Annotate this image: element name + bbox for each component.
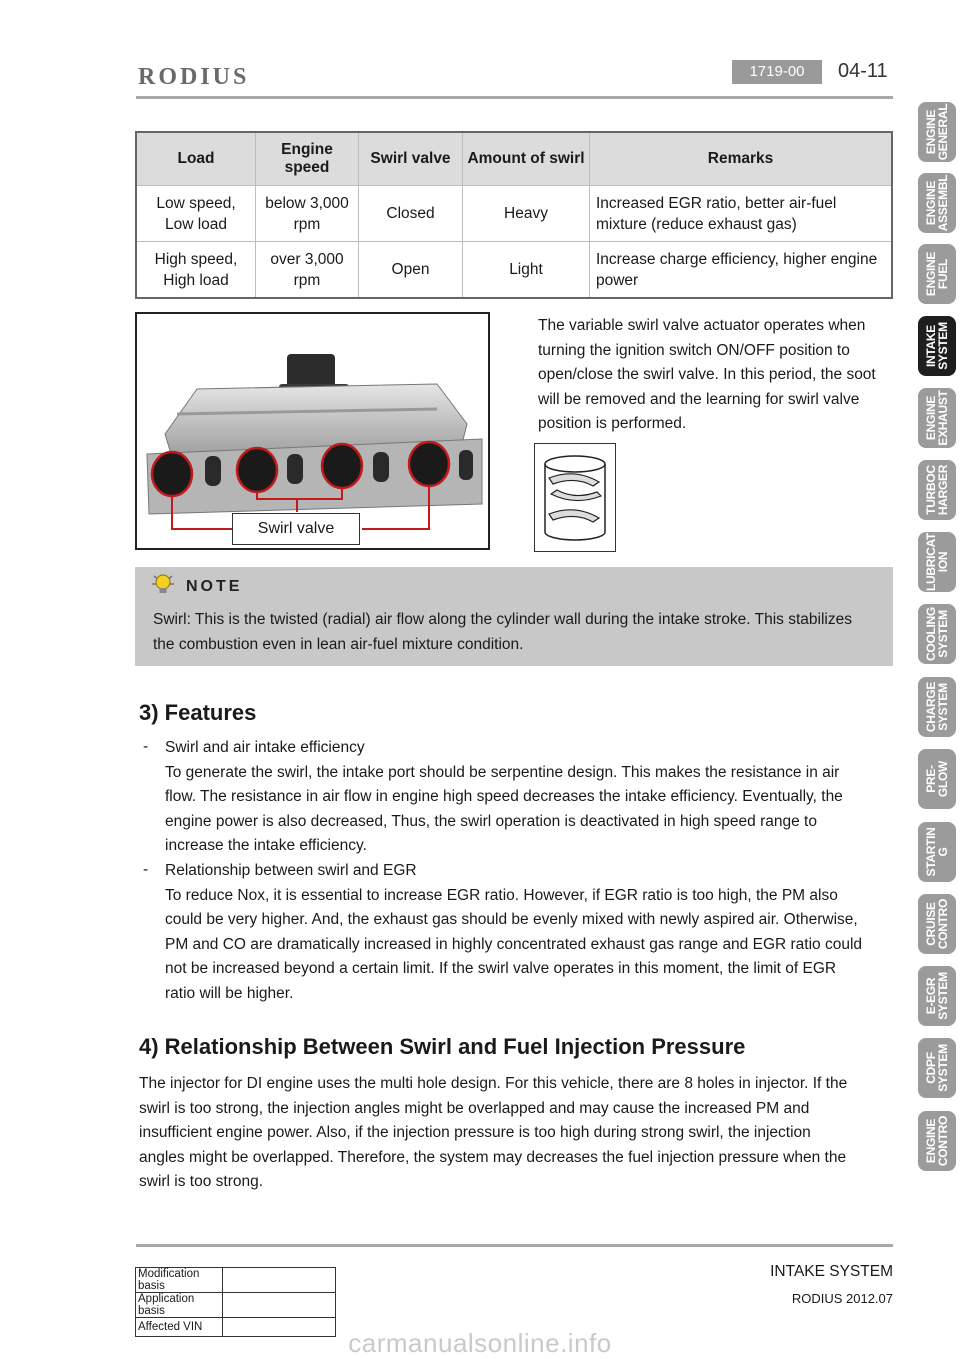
tab-turbocharger[interactable] [918, 460, 956, 520]
table-cell: Increase charge efficiency, higher engine power [590, 242, 893, 299]
table-cell [223, 1293, 336, 1318]
tab-engine-exhaust[interactable] [918, 388, 956, 448]
modification-table [135, 1267, 336, 1337]
tab-intake-system[interactable] [918, 316, 956, 376]
tab-engine-control[interactable] [918, 1111, 956, 1171]
table-cell: over 3,000 rpm [256, 242, 359, 299]
table-cell: Light [463, 242, 590, 299]
table-cell: Increased EGR ratio, better air-fuel mixture (reduce exhaust gas) [590, 186, 893, 242]
tab-label: STARTIN G [924, 827, 950, 877]
table-cell: Open [359, 242, 463, 299]
list-item [165, 736, 865, 859]
tab-cdpf-system[interactable] [918, 1038, 956, 1098]
brand-logo: RODIUS [138, 64, 250, 90]
header-divider [136, 96, 893, 99]
footer-divider [136, 1244, 893, 1247]
tab-label: CRUISE CONTRO [924, 898, 950, 950]
tab-engine-fuel[interactable] [918, 244, 956, 304]
tab-label: ENGINE EXHAUST [924, 390, 950, 446]
swirl-cylinder-diagram [534, 443, 616, 552]
note-title: NOTE [186, 578, 243, 595]
table-cell: Affected VIN [136, 1318, 223, 1337]
footer-model: RODIUS 2012.07 [791, 1291, 893, 1306]
lightbulb-icon [150, 572, 176, 598]
tab-label: ENGINE CONTRO [924, 1115, 950, 1167]
table-row [136, 1268, 336, 1293]
swirl-flow-icon [535, 444, 615, 551]
list-item-title: Swirl and air intake efficiency [165, 739, 365, 756]
table-cell: Application basis [136, 1293, 223, 1318]
watermark: carmanualsonline.info [348, 1328, 612, 1358]
table-cell: Closed [359, 186, 463, 242]
injection-pressure-paragraph: The injector for DI engine uses the multi hole design. For this vehicle, there are 8 holes in injector. If the swirl is too strong, the injection angles might be overlapped and may cause the increased PM and insufficient engine power. Also, if the injection pressure is too high during strong swirl, the injection angles might be overlapped. Therefore, the system may decreases the fuel injection pressure when the swirl is too strong. [139, 1075, 848, 1190]
table-cell: below 3,000 rpm [256, 186, 359, 242]
tab-label: E-EGR SYSTEM [924, 972, 950, 1020]
list-item-text: To generate the swirl, the intake port should be serpentine design. This makes the resistance in air flow. The resistance in air flow in engine high speed decreases the intake efficiency. Eventually, the engine power is also decreased, Thus, the swirl operation is deactivated in high speed range to increase the intake efficiency. [165, 763, 843, 854]
tab-label: ENGINE ASSEMBL [924, 174, 950, 232]
tab-label: ENGINE FUEL [924, 251, 950, 297]
note-text: Swirl: This is the twisted (radial) air flow along the cylinder wall during the intake stroke. This stabilizes the combustion even in lean air-fuel mixture condition. [153, 611, 852, 653]
tab-pre-glow[interactable] [918, 749, 956, 809]
footer-section-title: INTAKE SYSTEM [770, 1263, 893, 1280]
list-item-title: Relationship between swirl and EGR [165, 862, 417, 879]
table-header-row [136, 132, 892, 186]
table-cell: Heavy [463, 186, 590, 242]
swirl-actuator-description: The variable swirl valve actuator operates when turning the ignition switch ON/OFF position to open/close the swirl valve. In this period, the soot will be removed and the learning for swirl valve position is performed. [538, 317, 876, 432]
tab-cruise-control[interactable] [918, 894, 956, 954]
list-bullet: - [143, 861, 149, 878]
tab-label: CDPF SYSTEM [924, 1044, 950, 1092]
tab-label: INTAKE SYSTEM [924, 322, 950, 370]
swirl-valve-label: Swirl valve [232, 513, 360, 545]
page-number: 04-11 [838, 60, 888, 82]
tab-e-egr-system[interactable] [918, 966, 956, 1026]
swirl-operation-table [135, 131, 893, 299]
column-header: Remarks [590, 132, 893, 186]
table-cell: High speed, High load [136, 242, 256, 299]
tab-label: ENGINE GENERAL [924, 103, 950, 161]
column-header: Amount of swirl [463, 132, 590, 186]
table-row [136, 1293, 336, 1318]
tab-label: TURBOC HARGER [924, 464, 950, 516]
tab-engine-assembly[interactable] [918, 173, 956, 233]
table-cell [223, 1268, 336, 1293]
table-cell: Modification basis [136, 1268, 223, 1293]
column-header: Engine speed [256, 132, 359, 186]
column-header: Swirl valve [359, 132, 463, 186]
list-item-text: To reduce Nox, it is essential to increase EGR ratio. However, if EGR ratio is too high, the PM also could be very higher. And, the exhaust gas should be evenly mixed with newly aspired air. Otherwise, PM and CO are dramatically increased in highly concentrated exhaust gas range and EGR ratio could not be increased beyond a certain limit. If the swirl valve operates in this moment, the limit of EGR ratio will be higher. [165, 886, 863, 1002]
section-heading-features: 3) Features [139, 700, 257, 725]
tab-label: PRE- GLOW [924, 760, 950, 798]
list-bullet: - [143, 738, 149, 755]
tab-label: LUBRICAT ION [924, 532, 950, 592]
tab-lubrication[interactable] [918, 532, 956, 592]
tab-charge-system[interactable] [918, 677, 956, 737]
list-item [165, 859, 865, 1006]
column-header: Load [136, 132, 256, 186]
tab-engine-general[interactable] [918, 102, 956, 162]
tab-cooling-system[interactable] [918, 604, 956, 664]
table-row [136, 186, 892, 242]
tab-label: COOLING SYSTEM [924, 607, 950, 661]
table-cell: Low speed, Low load [136, 186, 256, 242]
section-code-badge: 1719-00 [732, 60, 822, 84]
tab-starting[interactable] [918, 822, 956, 882]
tab-label: CHARGE SYSTEM [924, 681, 950, 733]
table-row [136, 242, 892, 299]
section-heading-injection-pressure: 4) Relationship Between Swirl and Fuel Injection Pressure [139, 1034, 746, 1059]
